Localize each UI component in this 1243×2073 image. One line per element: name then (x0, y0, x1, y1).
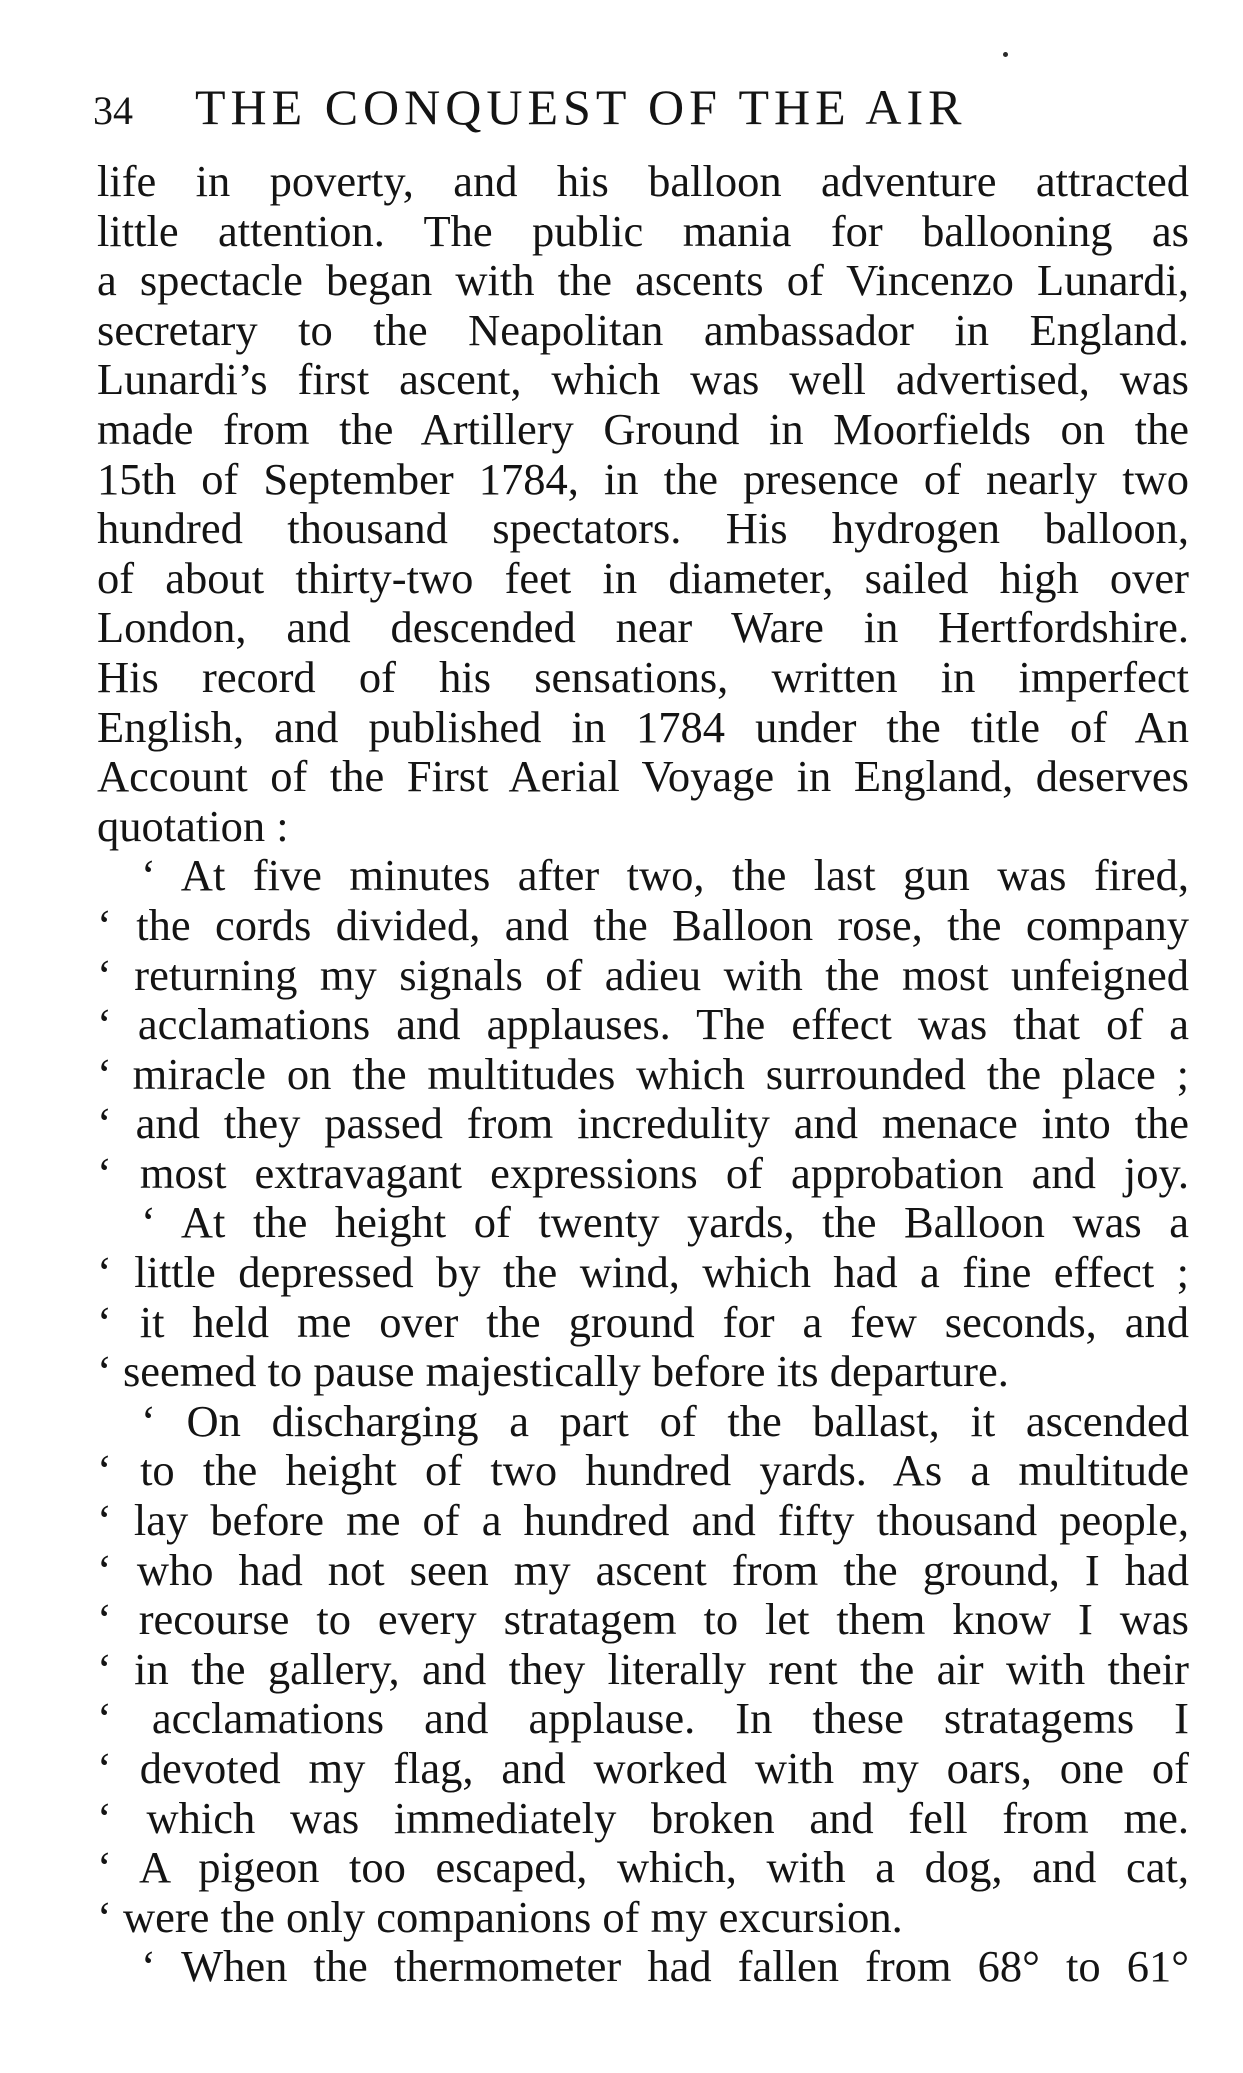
quote-line: ‘ A pigeon too escaped, which, with a dog, and cat, (97, 1843, 1189, 1893)
quote-line: ‘ most extravagant expressions of approbation and joy. (97, 1148, 1189, 1198)
text-line: made from the Artillery Ground in Moorfields on the (97, 404, 1189, 454)
print-speck (1003, 52, 1008, 57)
text-line: Lunardi’s first ascent, which was well advertised, was (97, 355, 1189, 405)
text-line: little attention. The public mania for ballooning as (97, 206, 1189, 256)
text-line: secretary to the Neapolitan ambassador in England. (97, 305, 1189, 355)
quote-line: ‘ were the only companions of my excursion. (97, 1892, 903, 1942)
text-line: of about thirty-two feet in diameter, sailed high over (97, 553, 1189, 603)
quote-line: ‘ the cords divided, and the Balloon rose, the company (97, 900, 1189, 950)
quote-line: ‘ lay before me of a hundred and fifty thousand people, (97, 1496, 1189, 1546)
text-line: English, and published in 1784 under the title of An (97, 702, 1189, 752)
quote-line: ‘ devoted my flag, and worked with my oars, one of (97, 1744, 1189, 1793)
text-line: His record of his sensations, written in imperfect (97, 652, 1189, 702)
quote-line: ‘ who had not seen my ascent from the ground, I had (97, 1545, 1189, 1595)
text-line: hundred thousand spectators. His hydrogen balloon, (97, 504, 1189, 554)
quote-line: ‘ acclamations and applause. In these stratagems I (97, 1694, 1189, 1744)
quote-line: ‘ When the thermometer had fallen from 68° to 61° (141, 1942, 1189, 1992)
text-line: life in poverty, and his balloon adventure attracted (97, 157, 1189, 206)
page-number: 34 (93, 88, 133, 133)
quote-line: ‘ in the gallery, and they literally rent the air with their (97, 1644, 1189, 1694)
text-line: London, and descended near Ware in Hertfordshire. (97, 603, 1189, 653)
quote-line: ‘ On discharging a part of the ballast, it ascended (141, 1396, 1189, 1446)
text-line: a spectacle began with the ascents of Vincenzo Lunardi, (97, 256, 1189, 306)
quote-line: ‘ it held me over the ground for a few seconds, and (97, 1297, 1189, 1347)
quote-line: ‘ to the height of two hundred yards. As a multitude (97, 1446, 1189, 1496)
quote-line: ‘ miracle on the multitudes which surrounded the place ; (97, 1049, 1189, 1099)
quote-line: ‘ little depressed by the wind, which had a fine effect ; (97, 1248, 1189, 1298)
quote-line: ‘ which was immediately broken and fell from me. (97, 1793, 1189, 1843)
quote-line: ‘ acclamations and applauses. The effect was that of a (97, 1000, 1189, 1050)
quote-line: ‘ returning my signals of adieu with the most unfeigned (97, 950, 1189, 1000)
text-line: quotation : (97, 801, 289, 851)
running-title: THE CONQUEST OF THE AIR (195, 79, 967, 135)
quote-line: ‘ recourse to every stratagem to let them know I was (97, 1595, 1189, 1645)
text-line: Account of the First Aerial Voyage in England, deserves (97, 752, 1189, 802)
quote-line: ‘ At the height of twenty yards, the Balloon was a (141, 1198, 1189, 1248)
body-text (97, 157, 1189, 1992)
quote-line: ‘ At five minutes after two, the last gun was fired, (141, 851, 1189, 901)
page-header (93, 72, 1193, 142)
quote-line: ‘ seemed to pause majestically before its departure. (97, 1347, 1009, 1397)
quote-line: ‘ and they passed from incredulity and menace into the (97, 1099, 1189, 1149)
text-line: 15th of September 1784, in the presence of nearly two (97, 454, 1189, 504)
